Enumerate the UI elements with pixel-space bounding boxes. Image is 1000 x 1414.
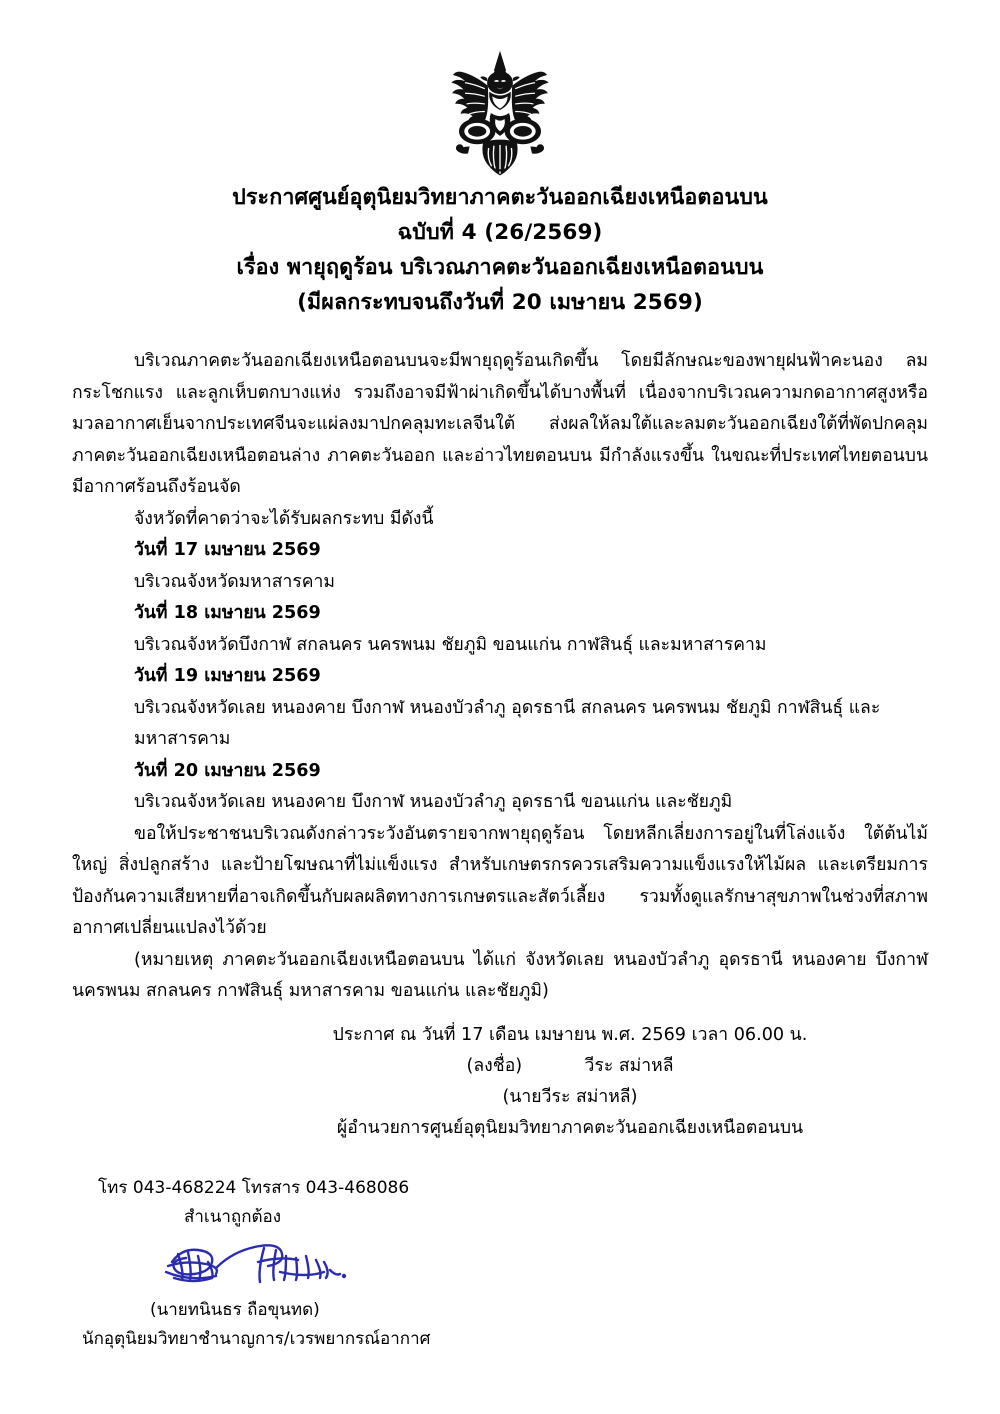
- signed-row: [72, 1051, 928, 1082]
- garuda-emblem: [424, 34, 576, 186]
- handwritten-signature-container: [72, 1232, 928, 1296]
- provinces-18: บริเวณจังหวัดบึงกาฬ สกลนคร นครพนม ชัยภูมิ ขอนแก่น กาฬสินธุ์ และมหาสารคาม: [134, 634, 767, 655]
- signature-block: [72, 1020, 928, 1144]
- signed-label: (ลงชื่อ): [466, 1055, 523, 1076]
- subject-line: เรื่อง พายุฤดูร้อน บริเวณภาคตะวันออกเฉียงเหนือตอนบน: [236, 255, 764, 280]
- date-heading-19: วันที่ 19 เมษายน 2569: [134, 666, 321, 686]
- signer-name: วีระ สม่าหลี: [584, 1055, 674, 1076]
- paragraph-note: (หมายเหตุ ภาคตะวันออกเฉียงเหนือตอนบน ได้แก่ จังหวัดเลย หนองบัวลำภู อุดรธานี หนองคาย บึงกาฬ นครพนม สกลนคร กาฬสินธุ์ มหาสารคาม ขอนแก่น และชัยภูมิ): [72, 949, 928, 1001]
- date-heading-17: วันที่ 17 เมษายน 2569: [134, 540, 321, 560]
- copier-name: (นายทนินธร ถือขุนทด): [150, 1299, 320, 1320]
- document-body: [72, 346, 928, 1008]
- contact-info: โทร 043-468224 โทรสาร 043-468086: [98, 1177, 410, 1198]
- emblem-container: [72, 0, 928, 176]
- affected-provinces-intro: จังหวัดที่คาดว่าจะได้รับผลกระทบ มีดังนี้: [134, 508, 434, 529]
- issue-number: ฉบับที่ 4 (26/2569): [397, 220, 603, 245]
- signer-name-parenthesized: (นายวีระ สม่าหลี): [502, 1086, 638, 1107]
- date-heading-18: วันที่ 18 เมษายน 2569: [134, 603, 321, 623]
- date-heading-20: วันที่ 20 เมษายน 2569: [134, 760, 321, 781]
- effective-period: (มีผลกระทบจนถึงวันที่ 20 เมษายน 2569): [297, 290, 703, 315]
- certified-copy-label: สำเนาถูกต้อง: [184, 1206, 282, 1227]
- document-footer: [72, 1174, 928, 1354]
- announcement-title: ประกาศศูนย์อุตุนิยมวิทยาภาคตะวันออกเฉียงเหนือตอนบน: [232, 185, 768, 210]
- copier-role: นักอุตุนิยมวิทยาชำนาญการ/เวรพยากรณ์อากาศ: [82, 1328, 431, 1349]
- issued-datetime: ประกาศ ณ วันที่ 17 เดือน เมษายน พ.ศ. 2569 เวลา 06.00 น.: [332, 1024, 808, 1045]
- signer-position: ผู้อำนวยการศูนย์อุตุนิยมวิทยาภาคตะวันออกเฉียงเหนือตอนบน: [336, 1117, 804, 1138]
- paragraph-advisory: ขอให้ประชาชนบริเวณดังกล่าวระวังอันตรายจากพายุฤดูร้อน โดยหลีกเลี่ยงการอยู่ในที่โล่งแจ้ง ใต้ต้นไม้ใหญ่ สิ่งปลูกสร้าง และป้ายโฆษณาที่ไม่แข็งแรง สำหรับเกษตรกรควรเสริมความแข็งแรงให้ไม้ผล และเตรียมการป้องกันความเสียหายที่อาจเกิดขึ้นกับผลผลิตทางการเกษตรและสัตว์เลี้ยง รวมทั้งดูแลรักษาสุขภาพในช่วงที่สภาพอากาศเปลี่ยนแปลงไว้ด้วย: [72, 823, 928, 938]
- provinces-17: บริเวณจังหวัดมหาสารคาม: [134, 571, 336, 592]
- handwritten-signature: [158, 1232, 388, 1294]
- provinces-20: บริเวณจังหวัดเลย หนองคาย บึงกาฬ หนองบัวลำภู อุดรธานี ขอนแก่น และชัยภูมิ: [134, 792, 733, 812]
- provinces-19: บริเวณจังหวัดเลย หนองคาย บึงกาฬ หนองบัวลำภู อุดรธานี สกลนคร นครพนม ชัยภูมิ กาฬสินธุ์ และ มหาสารคาม: [134, 697, 881, 749]
- document-title-block: [72, 180, 928, 320]
- paragraph-situation: บริเวณภาคตะวันออกเฉียงเหนือตอนบนจะมีพายุฤดูร้อนเกิดขึ้น โดยมีลักษณะของพายุฝนฟ้าคะนอง ลมกระโชกแรง และลูกเห็บตกบางแห่ง รวมถึงอาจมีฟ้าผ่าเกิดขึ้นได้บางพื้นที่ เนื่องจากบริเวณความกดอากาศสูงหรือมวลอากาศเย็นจากประเทศจีนจะแผ่ลงมาปกคลุมทะเลจีนใต้ ส่งผลให้ลมใต้และลมตะวันออกเฉียงใต้ที่พัดปกคลุมภาคตะวันออกเฉียงเหนือตอนล่าง ภาคตะวันออก และอ่าวไทยตอนบน มีกำลังแรงขึ้น ในขณะที่ประเทศไทยตอนบนมีอากาศร้อนถึงร้อนจัด: [72, 351, 928, 497]
